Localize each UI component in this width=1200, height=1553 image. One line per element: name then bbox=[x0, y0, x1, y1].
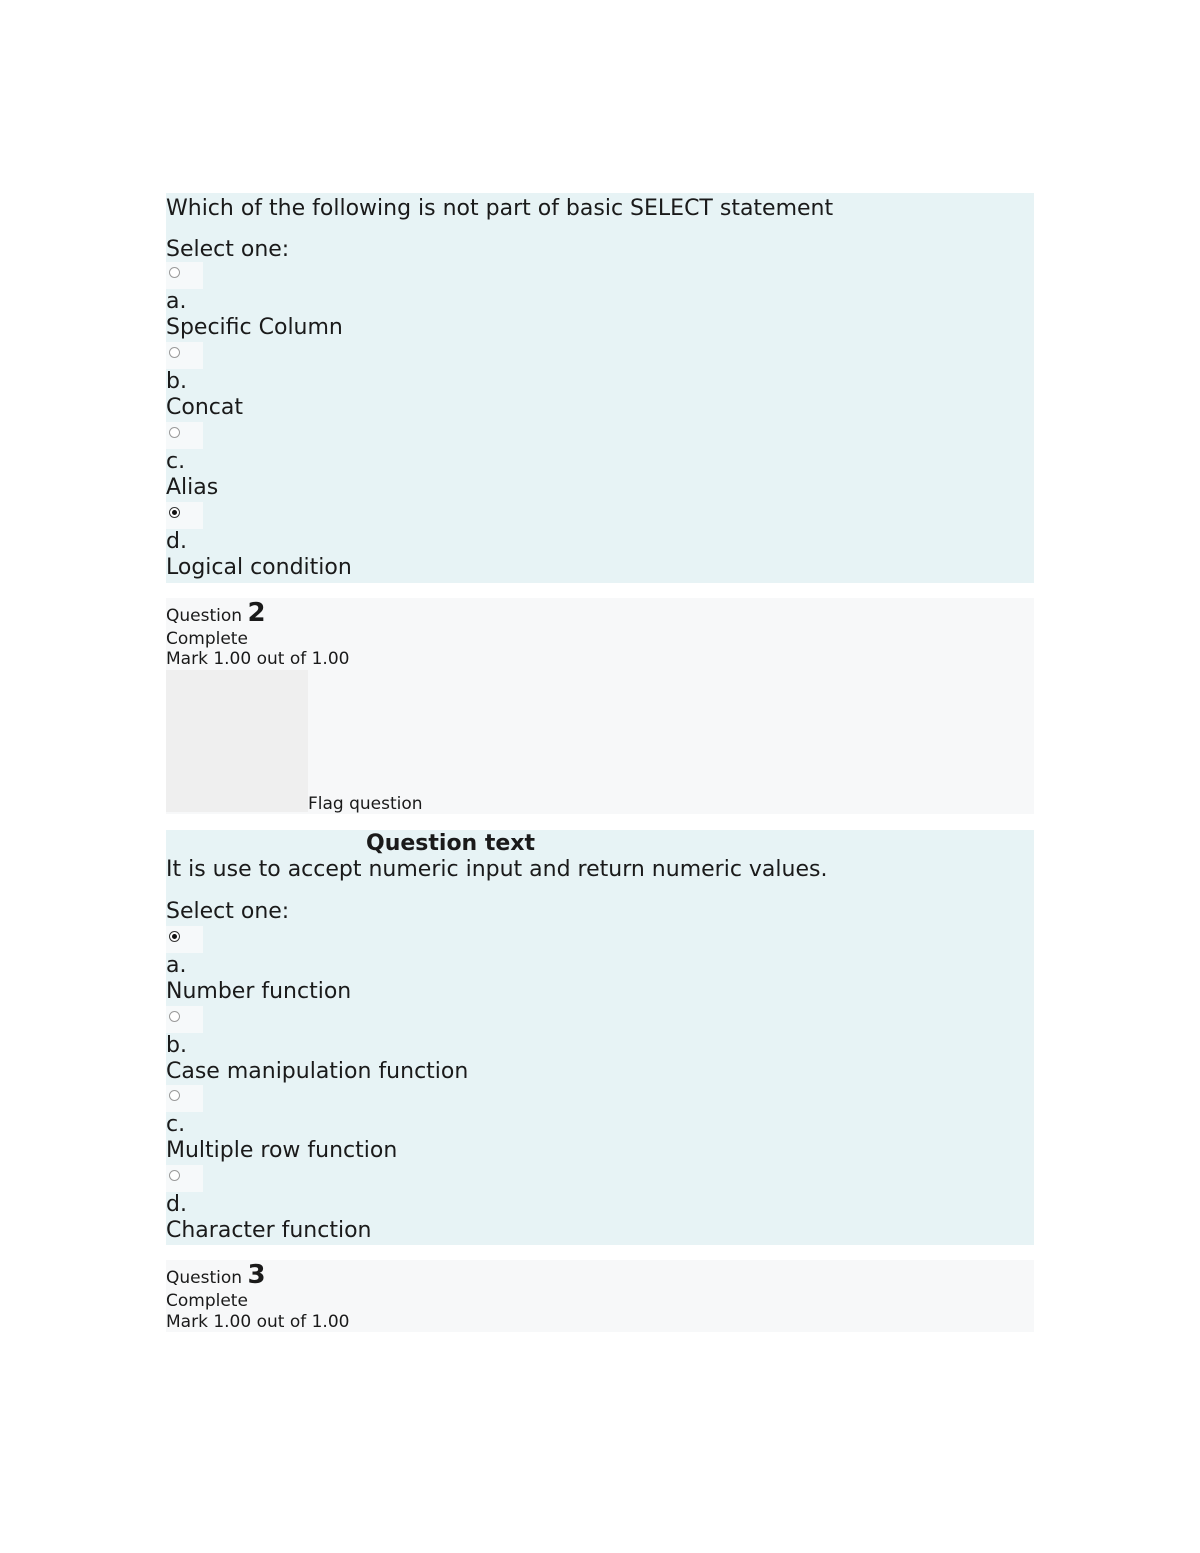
answer-text: Number function bbox=[166, 979, 352, 1004]
question-2-text: It is use to accept numeric input and return numeric values. bbox=[166, 857, 828, 882]
answer-letter: b. bbox=[166, 1033, 187, 1058]
flag-question-link[interactable]: Flag question bbox=[308, 794, 423, 814]
radio-button-selected[interactable] bbox=[169, 931, 180, 942]
answer-text: Case manipulation function bbox=[166, 1059, 469, 1084]
question-2-formulation bbox=[166, 830, 1034, 1245]
question-grade: Mark 1.00 out of 1.00 bbox=[166, 1312, 350, 1332]
question-2-info bbox=[166, 598, 1034, 814]
answer-letter: a. bbox=[166, 289, 187, 314]
radio-button[interactable] bbox=[169, 347, 180, 358]
question-number: 3 bbox=[247, 1260, 266, 1290]
answer-text: Alias bbox=[166, 475, 219, 500]
question-1-formulation bbox=[166, 193, 1034, 583]
radio-button[interactable] bbox=[169, 1011, 180, 1022]
question-state: Complete bbox=[166, 1291, 248, 1311]
answer-letter: d. bbox=[166, 1192, 187, 1217]
answer-letter: d. bbox=[166, 529, 187, 554]
question-3-info bbox=[166, 1260, 1034, 1332]
question-number-label: Question 3 bbox=[166, 1260, 266, 1290]
answer-letter: c. bbox=[166, 1112, 186, 1137]
question-number-label: Question 2 bbox=[166, 598, 266, 628]
answer-text: Multiple row function bbox=[166, 1138, 398, 1163]
answer-text: Specific Column bbox=[166, 315, 343, 340]
answer-text: Concat bbox=[166, 395, 243, 420]
answer-letter: c. bbox=[166, 449, 186, 474]
radio-button[interactable] bbox=[169, 267, 180, 278]
question-number: 2 bbox=[247, 598, 266, 628]
question-1-text: Which of the following is not part of basic SELECT statement bbox=[166, 196, 834, 221]
radio-button[interactable] bbox=[169, 427, 180, 438]
question-1-prompt: Select one: bbox=[166, 237, 290, 262]
radio-button-selected[interactable] bbox=[169, 507, 180, 518]
answer-letter: b. bbox=[166, 369, 187, 394]
question-grade: Mark 1.00 out of 1.00 bbox=[166, 649, 350, 669]
flag-icon[interactable] bbox=[166, 670, 308, 812]
question-text-heading: Question text bbox=[366, 831, 536, 856]
answer-text: Logical condition bbox=[166, 555, 352, 580]
answer-text: Character function bbox=[166, 1218, 372, 1243]
question-2-prompt: Select one: bbox=[166, 899, 290, 924]
radio-button[interactable] bbox=[169, 1170, 180, 1181]
answer-letter: a. bbox=[166, 953, 187, 978]
question-state: Complete bbox=[166, 629, 248, 649]
radio-button[interactable] bbox=[169, 1090, 180, 1101]
